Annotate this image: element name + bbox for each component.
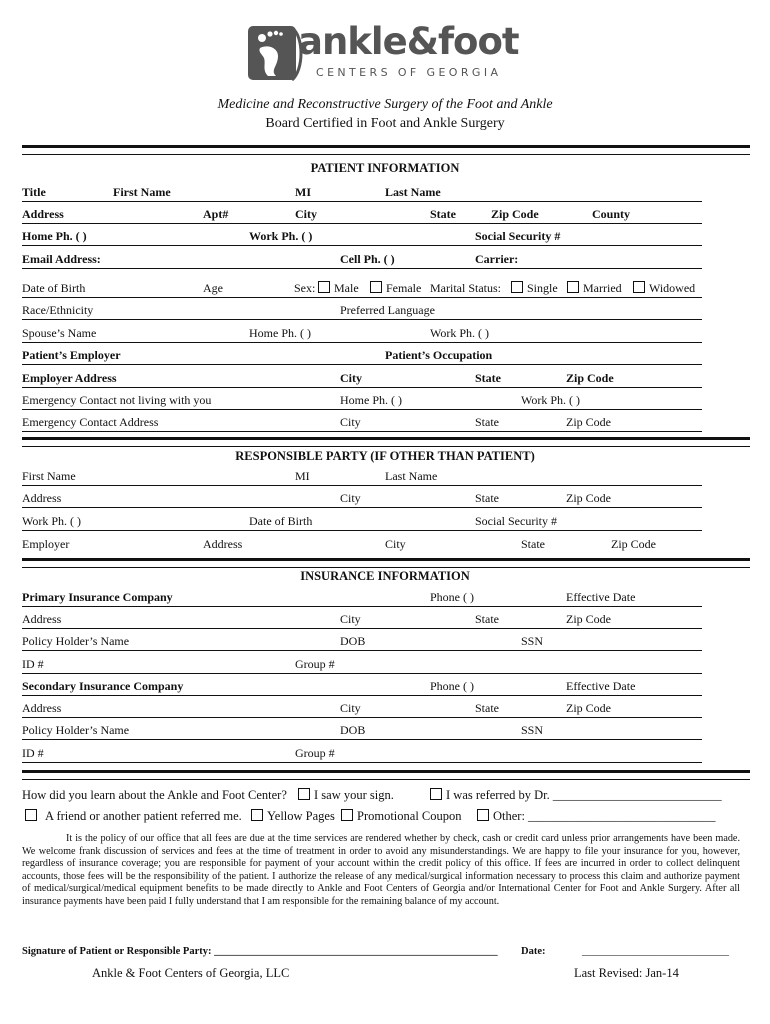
field-label: Address <box>22 612 62 626</box>
checkbox[interactable] <box>477 809 489 821</box>
field-label: Phone ( ) <box>430 679 474 693</box>
patient-name-row[interactable] <box>22 185 702 202</box>
checkbox[interactable] <box>430 788 442 800</box>
date-label: Date: <box>521 946 546 957</box>
field-label: First Name <box>113 185 171 199</box>
secondary-insurance-row[interactable] <box>22 679 702 696</box>
secondary-id-row[interactable] <box>22 746 702 763</box>
field-label: Address <box>203 537 243 551</box>
field-label: Carrier: <box>475 252 519 266</box>
responsible-phone-row[interactable] <box>22 514 702 531</box>
field-label: Address <box>22 491 62 505</box>
sex-female-option[interactable]: Female <box>370 281 421 295</box>
checkbox[interactable] <box>318 281 330 293</box>
field-label: Employer <box>22 537 70 551</box>
emergency-address-row[interactable] <box>22 415 702 432</box>
spouse-row[interactable] <box>22 326 702 343</box>
field-label: Age <box>203 281 223 295</box>
field-label: Emergency Contact not living with you <box>22 393 212 407</box>
field-label: City <box>340 371 362 385</box>
field-label: DOB <box>340 634 366 648</box>
field-label: ID # <box>22 746 44 760</box>
date-field[interactable]: ____________________________ <box>582 946 729 957</box>
field-label: State <box>475 701 499 715</box>
referral-yellow-pages-option[interactable]: Yellow Pages <box>251 809 335 824</box>
field-label: City <box>385 537 406 551</box>
secondary-address-row[interactable] <box>22 701 702 718</box>
checkbox[interactable] <box>25 809 37 821</box>
patient-phone-row[interactable] <box>22 229 702 246</box>
field-label: Apt# <box>203 207 229 221</box>
field-label: Preferred Language <box>340 303 435 317</box>
field-label: Work Ph. ( ) <box>430 326 490 340</box>
field-label: Primary Insurance Company <box>22 590 173 604</box>
field-label: State <box>475 415 499 429</box>
field-label: Cell Ph. ( ) <box>340 252 395 266</box>
footer-revised: Last Revised: Jan-14 <box>574 966 679 980</box>
field-label: Zip Code <box>566 612 611 626</box>
field-label: MI <box>295 469 310 483</box>
divider <box>22 558 750 568</box>
secondary-holder-row[interactable] <box>22 723 702 740</box>
field-label: ID # <box>22 657 44 671</box>
divider <box>22 145 750 155</box>
field-label: City <box>340 612 361 626</box>
checkbox[interactable] <box>298 788 310 800</box>
field-label: Work Ph. ( ) <box>521 393 581 407</box>
field-label: Home Ph. ( ) <box>249 326 311 340</box>
responsible-employer-row[interactable] <box>22 537 702 553</box>
field-label: Last Name <box>385 469 438 483</box>
field-label: City <box>340 491 361 505</box>
field-label: SSN <box>521 634 544 648</box>
field-label: Zip Code <box>566 371 614 385</box>
field-label: Emergency Contact Address <box>22 415 159 429</box>
primary-address-row[interactable] <box>22 612 702 629</box>
referral-coupon-option[interactable]: Promotional Coupon <box>341 809 462 824</box>
field-label: Group # <box>295 657 335 671</box>
patient-demographics-row[interactable] <box>22 281 702 298</box>
field-label: Sex: <box>294 281 316 295</box>
responsible-address-row[interactable] <box>22 491 702 508</box>
field-label: Address <box>22 207 64 221</box>
header-certification: Board Certified in Foot and Ankle Surgery <box>265 116 505 131</box>
primary-holder-row[interactable] <box>22 634 702 651</box>
referral-sign-option[interactable]: I saw your sign. <box>298 788 394 803</box>
field-label: State <box>430 207 456 221</box>
field-label: Effective Date <box>566 590 636 604</box>
section-title-patient: PATIENT INFORMATION <box>310 161 460 175</box>
field-label: Policy Holder’s Name <box>22 634 130 648</box>
field-label: Secondary Insurance Company <box>22 679 184 693</box>
logo-subtitle: CENTERS OF GEORGIA <box>316 66 502 79</box>
field-label: Zip Code <box>566 491 611 505</box>
field-label: Zip Code <box>491 207 539 221</box>
field-label: City <box>340 701 361 715</box>
field-label: MI <box>295 185 311 199</box>
field-label: Date of Birth <box>22 281 86 295</box>
field-label: Zip Code <box>566 415 611 429</box>
field-label: Home Ph. ( ) <box>340 393 402 407</box>
field-label: State <box>475 371 501 385</box>
field-label: Phone ( ) <box>430 590 474 604</box>
employer-row[interactable] <box>22 348 702 365</box>
patient-address-row[interactable] <box>22 207 702 224</box>
referral-question: How did you learn about the Ankle and Foot Center? <box>22 788 287 802</box>
logo-brand: ankle&foot <box>298 20 519 63</box>
field-label: Title <box>22 185 46 199</box>
field-label: Zip Code <box>566 701 611 715</box>
signature-field[interactable]: Signature of Patient or Responsible Party: ______________________________________________________ <box>22 946 498 957</box>
field-label: Group # <box>295 746 335 760</box>
field-label: Social Security # <box>475 229 561 243</box>
footer-company: Ankle & Foot Centers of Georgia, LLC <box>92 966 290 980</box>
primary-id-row[interactable] <box>22 657 702 674</box>
marital-married-option[interactable]: Married <box>567 281 622 295</box>
field-label: State <box>475 612 499 626</box>
company-logo <box>248 20 523 82</box>
primary-insurance-row[interactable] <box>22 590 702 607</box>
field-label: State <box>521 537 545 551</box>
field-label: County <box>592 207 631 221</box>
referral-other-option[interactable]: Other: ______________________________ <box>477 809 716 824</box>
field-label: Marital Status: <box>430 281 501 295</box>
marital-widowed-option[interactable]: Widowed <box>633 281 695 295</box>
field-label: City <box>340 415 361 429</box>
field-label: Address <box>22 701 62 715</box>
checkbox[interactable] <box>251 809 263 821</box>
field-label: Employer Address <box>22 371 117 385</box>
divider <box>22 437 750 447</box>
checkbox[interactable] <box>633 281 645 293</box>
field-label: Home Ph. ( ) <box>22 229 87 243</box>
field-label: Effective Date <box>566 679 636 693</box>
field-label: Work Ph. ( ) <box>22 514 82 528</box>
emergency-contact-row[interactable] <box>22 393 702 410</box>
field-label: Patient’s Occupation <box>385 348 493 362</box>
checkbox[interactable] <box>370 281 382 293</box>
section-title-responsible: RESPONSIBLE PARTY (IF OTHER THAN PATIENT) <box>235 449 535 463</box>
field-label: Work Ph. ( ) <box>249 229 313 243</box>
field-label: Spouse’s Name <box>22 326 97 340</box>
field-label: Email Address: <box>22 252 101 266</box>
referral-friend-option[interactable]: A friend or another patient referred me. <box>25 809 242 824</box>
field-label: Zip Code <box>611 537 656 551</box>
employer-address-row[interactable] <box>22 371 702 388</box>
sex-male-option[interactable]: Male <box>318 281 359 295</box>
marital-single-option[interactable]: Single <box>511 281 558 295</box>
section-title-insurance: INSURANCE INFORMATION <box>300 569 470 583</box>
checkbox[interactable] <box>341 809 353 821</box>
field-label: Policy Holder’s Name <box>22 723 130 737</box>
field-label: State <box>475 491 499 505</box>
field-label: Social Security # <box>475 514 557 528</box>
field-label: Patient’s Employer <box>22 348 121 362</box>
patient-contact-row[interactable] <box>22 252 702 269</box>
field-label: Date of Birth <box>249 514 313 528</box>
field-label: Race/Ethnicity <box>22 303 94 317</box>
field-label: City <box>295 207 317 221</box>
divider <box>22 770 750 780</box>
checkbox[interactable] <box>511 281 523 293</box>
field-label: DOB <box>340 723 366 737</box>
header-specialty: Medicine and Reconstructive Surgery of the Foot and Ankle <box>217 97 553 112</box>
referral-doctor-option[interactable]: I was referred by Dr. ___________________________ <box>430 788 722 803</box>
checkbox[interactable] <box>567 281 579 293</box>
payment-policy-text: It is the policy of our office that all fees are due at the time services are rendered whether by check, cash or credit card unless prior arrangements have been made. We welcome frank discussion of services and fees at the time of treatment in order to avoid any misunderstandings. We are happy to file your insurance for you, however, regardless of insurance coverage; you are responsible for payment of your account within the credit policy of this office. If fees are incurred in order to collect delinquent accounts, those fees will be the responsibility of the patient. I authorize the release of any medical/surgical information necessary to process this claim and authorize payment of medical/surgical/medical equipment benefits to be made directly to Ankle and Foot Centers of Georgia and/or International Center for Foot and Ankle Surgery. After all insurance payments have been paid I fully understand that I am responsible for the remaining balance of my account. <box>22 833 740 907</box>
field-label: First Name <box>22 469 76 483</box>
field-label: SSN <box>521 723 544 737</box>
responsible-name-row[interactable] <box>22 469 702 486</box>
patient-race-row[interactable] <box>22 303 702 320</box>
field-label: Last Name <box>385 185 441 199</box>
